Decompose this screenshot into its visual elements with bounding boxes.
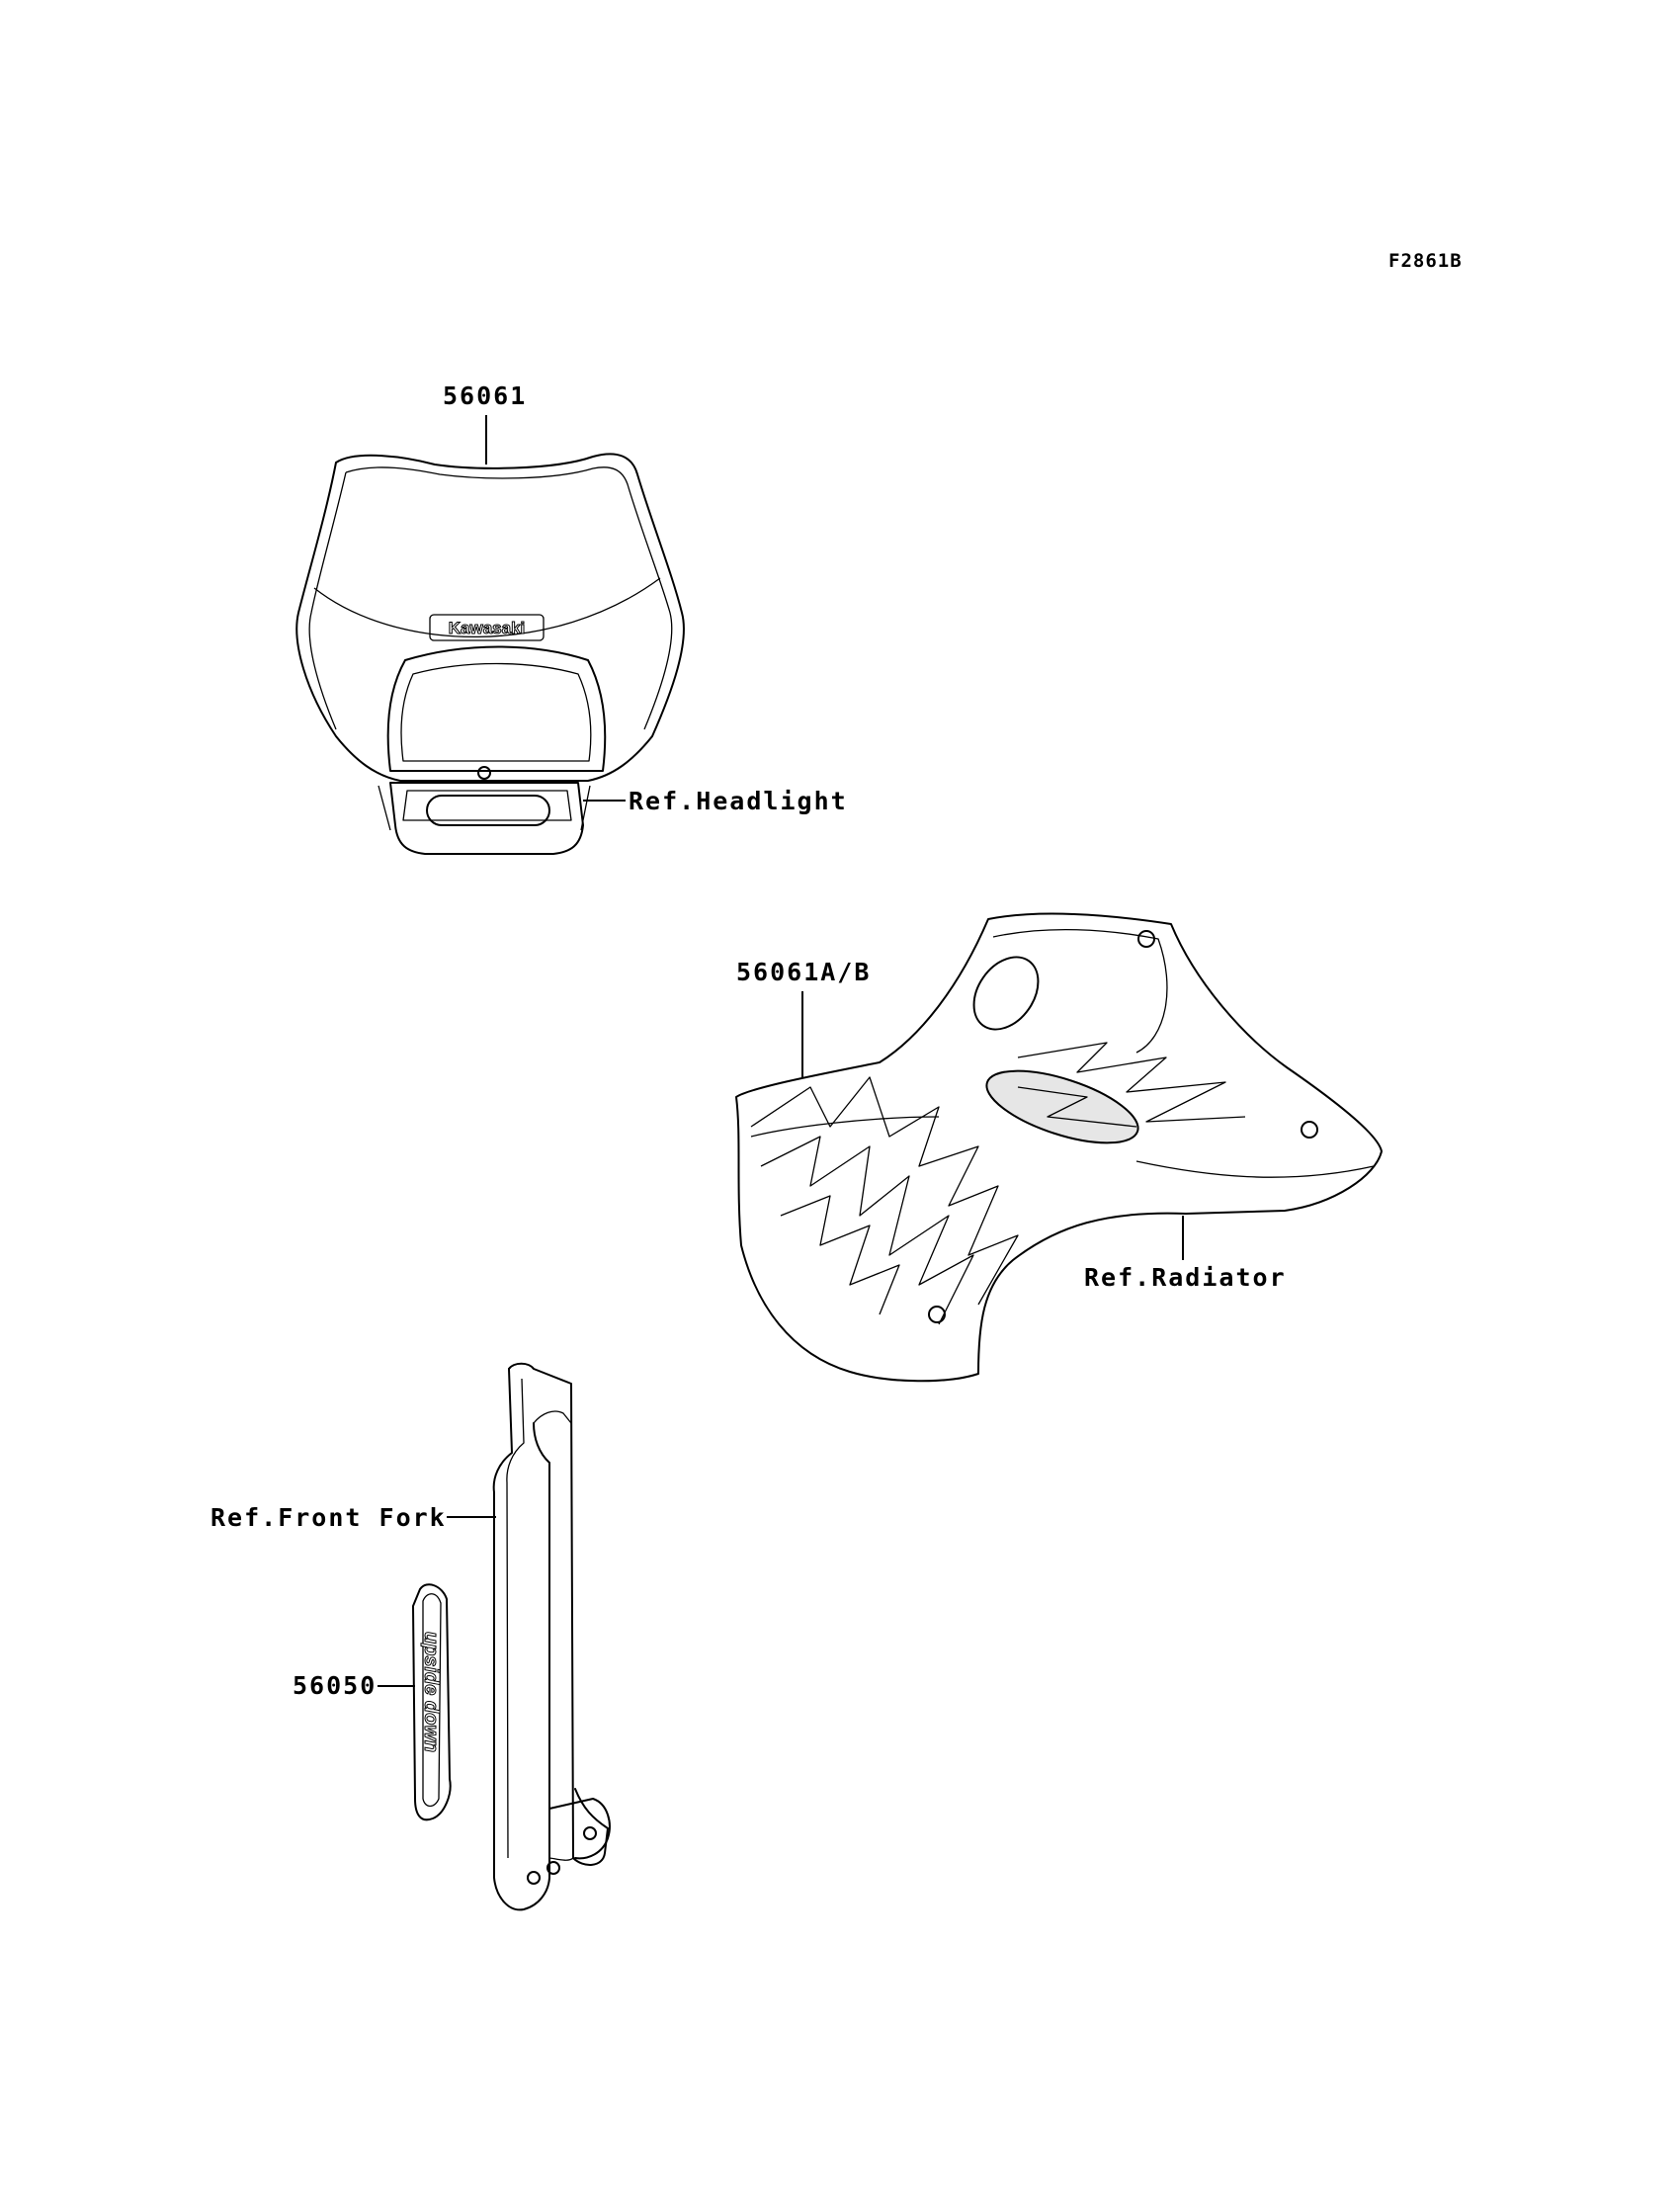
figure-code: F2861B [1388,250,1463,272]
callout-ref-headlight[interactable]: Ref.Headlight [629,787,848,815]
callout-ref-front-fork[interactable]: Ref.Front Fork [210,1503,447,1532]
upside-down-decal-text: upside down [420,1631,442,1753]
callout-56050[interactable]: 56050 [293,1671,378,1700]
front-fork-guard-drawing [494,1364,610,1910]
callout-56061ab[interactable]: 56061A/B [736,958,872,986]
callout-56061[interactable]: 56061 [443,381,528,410]
callout-ref-radiator[interactable]: Ref.Radiator [1084,1263,1287,1292]
headlight-cowl-drawing [296,454,684,854]
kawasaki-logo: Kawasaki [448,619,526,637]
